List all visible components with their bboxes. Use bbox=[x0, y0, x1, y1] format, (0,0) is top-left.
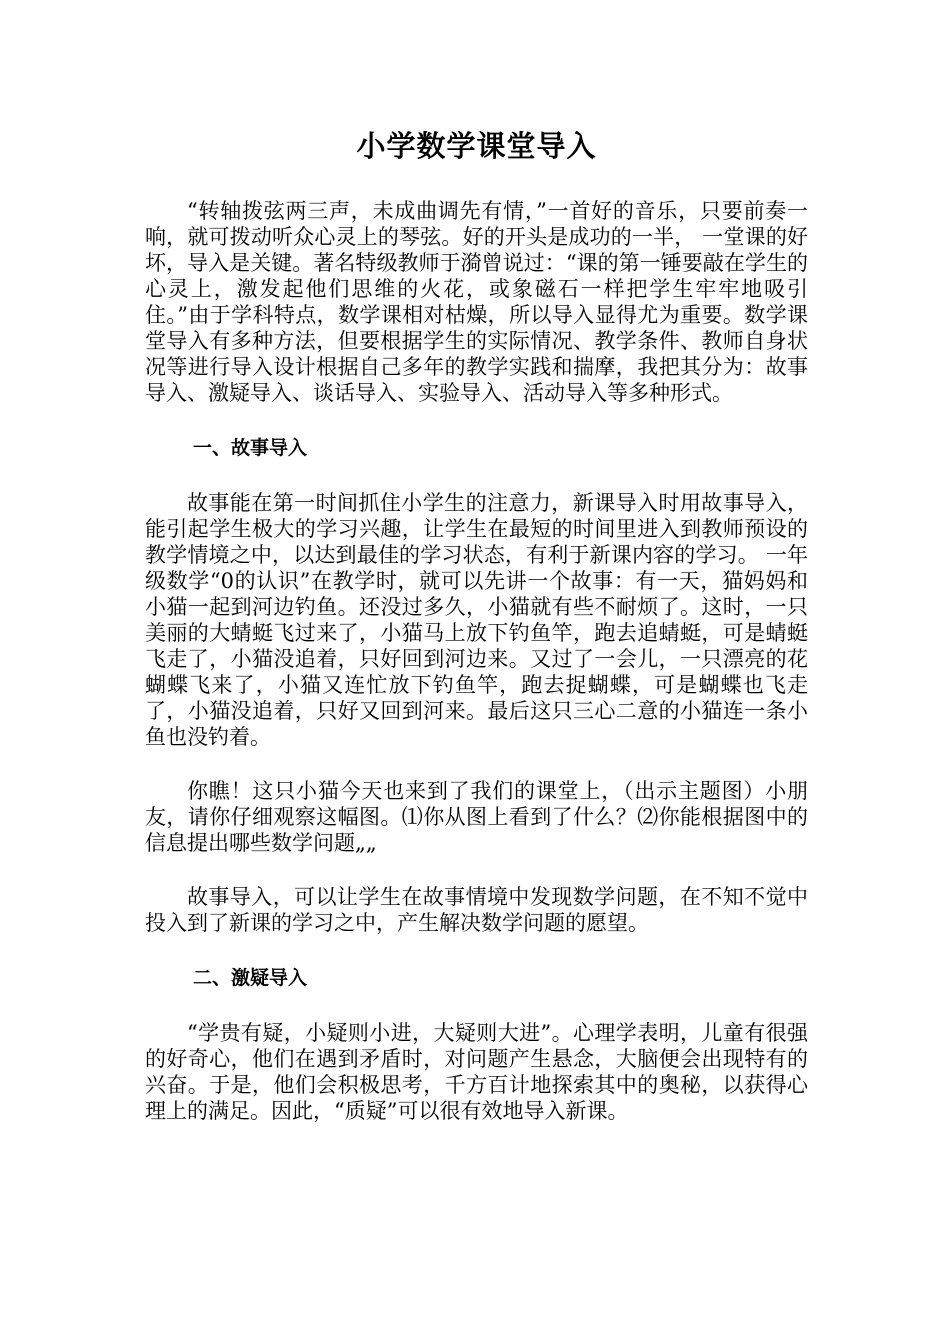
story-paragraph-3: 故事导入，可以让学生在故事情境中发现数学问题，在不知不觉中投入到了新课的学习之中，产生解决数学问题的愿望。 bbox=[145, 885, 808, 935]
document-page bbox=[145, 118, 808, 1152]
story-paragraph-1: 故事能在第一时间抓住小学生的注意力，新课导入时用故事导入，能引起学生极大的学习兴趣，让学生在最短的时间里进入到教师预设的教学情境之中，以达到最佳的学习状态，有利于新课内容的学习。 一年级数学“0的认识”在教学时，就可以先讲一个故事：有一天，猫妈妈和小猫一起到河边钓鱼。还没过多久，小猫就有些不耐烦了。这时，一只美丽的大蜻蜓飞过来了，小猫马上放下钓鱼竿，跑去追蜻蜓，可是蜻蜓飞走了，小猫没追着，只好回到河边来。又过了一会儿，一只漂亮的花蝴蝶飞来了，小猫又连忙放下钓鱼竿，跑去捉蝴蝶，可是蝴蝶也飞走了，小猫没追着，只好又回到河来。最后这只三心二意的小猫连一条小鱼也没钓着。 bbox=[145, 491, 808, 749]
section-heading-inquiry: 二、激疑导入 bbox=[193, 967, 308, 989]
document-title: 小学数学课堂导入 bbox=[356, 129, 597, 163]
section-heading-story: 一、故事导入 bbox=[193, 437, 308, 459]
story-paragraph-2: 你瞧！这只小猫今天也来到了我们的课堂上，（出示主题图）小朋友，请你仔细观察这幅图。⑴你从图上看到了什么？⑵你能根据图中的信息提出哪些数学问题„„ bbox=[145, 779, 808, 855]
inquiry-paragraph-1: “学贵有疑，小疑则小进，大疑则大进”。心理学表明，儿童有很强的好奇心，他们在遇到矛盾时，对问题产生悬念，大脑便会出现特有的兴奋。于是，他们会积极思考，千方百计地探索其中的奥秘，以获得心理上的满足。因此，“质疑”可以很有效地导入新课。 bbox=[145, 1021, 808, 1123]
intro-paragraph: “转轴拨弦两三声，未成曲调先有情，”一首好的音乐，只要前奏一响，就可拨动听众心灵上的琴弦。好的开头是成功的一半， 一堂课的好坏，导入是关键。著名特级教师于漪曾说过：“课的第一锤要敲在学生的心灵上，激发起他们思维的火花，或象磁石一样把学生牢牢地吸引住。”由于学科特点，数学课相对枯燥，所以导入显得尤为重要。数学课堂导入有多种方法，但要根据学生的实际情况、教学条件、教师自身状况等进行导入设计根据自己多年的教学实践和揣摩，我把其分为：故事导入、激疑导入、谈话导入、实验导入、活动导入等多种形式。 bbox=[145, 199, 808, 405]
